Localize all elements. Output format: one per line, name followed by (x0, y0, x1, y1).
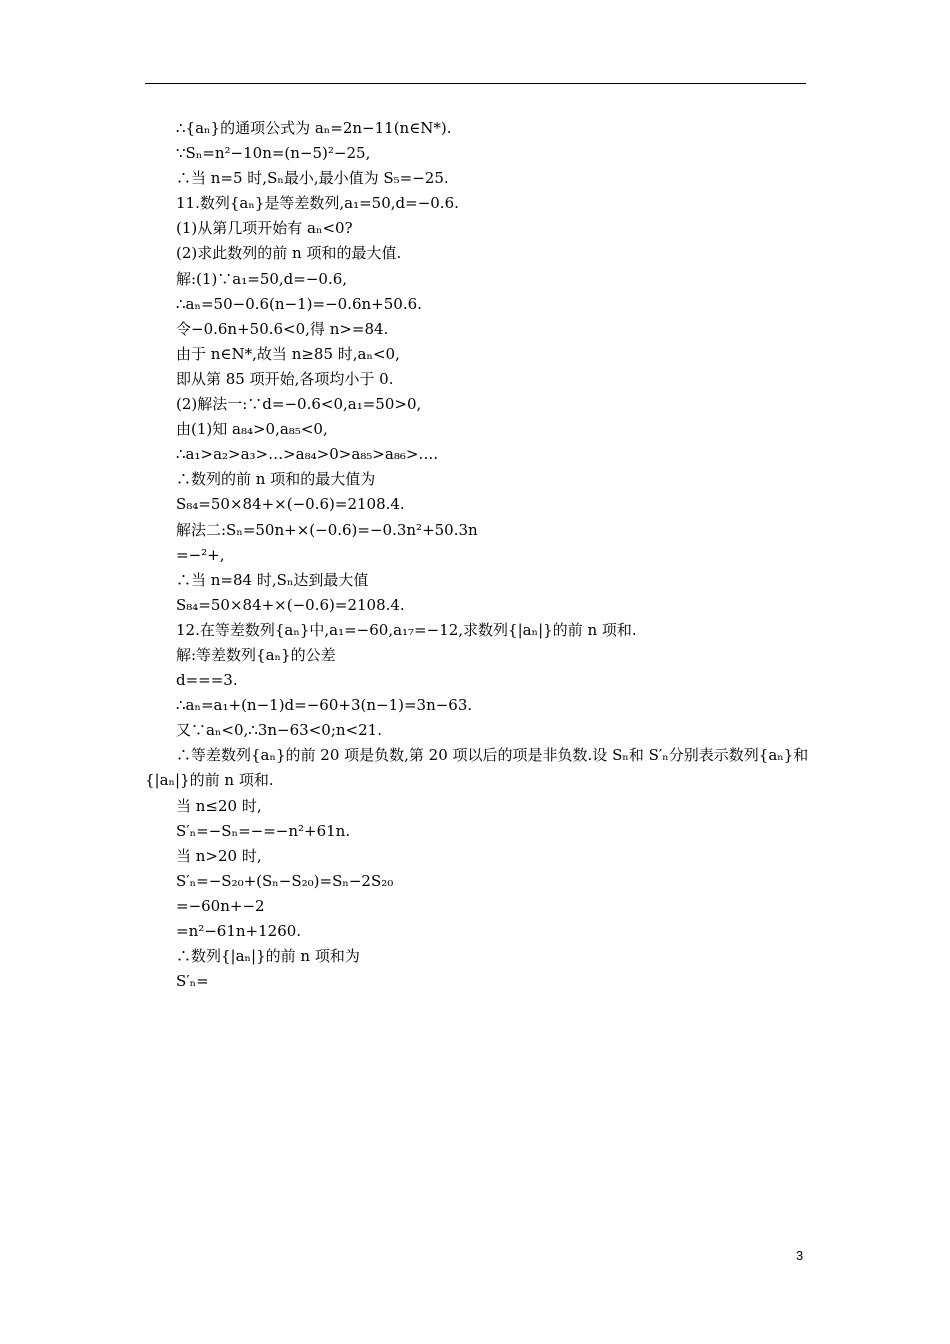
text-line: ∵Sₙ=n²−10n=(n−5)²−25, (176, 144, 371, 163)
text-line: ∴当 n=84 时,Sₙ达到最大值 (176, 570, 369, 589)
text-line: S₈₄=50×84+×(−0.6)=2108.4. (176, 595, 405, 614)
text-line: ∴数列的前 n 项和的最大值为 (176, 470, 376, 489)
problem-11-statement: 11.数列{aₙ}是等差数列,a₁=50,d=−0.6. (176, 194, 459, 213)
text-line: 解:(1)∵a₁=50,d=−0.6, (176, 269, 348, 288)
document-body (145, 116, 815, 994)
text-line: 令−0.6n+50.6<0,得 n>=84. (176, 319, 389, 338)
text-line: (1)从第几项开始有 aₙ<0? (176, 219, 353, 238)
text-line: 当 n>20 时, (176, 846, 262, 865)
text-line: =n²−61n+1260. (176, 922, 302, 940)
header-rule (145, 83, 806, 84)
page-number: 3 (796, 1248, 804, 1263)
text-paragraph: ∴等差数列{aₙ}的前 20 项是负数,第 20 项以后的项是非负数.设 Sₙ和 S′ₙ分别表示数列{aₙ}和{|aₙ|}的前 n 项和. (145, 746, 809, 790)
text-line: d===3. (176, 671, 238, 690)
problem-12-statement: 12.在等差数列{aₙ}中,a₁=−60,a₁₇=−12,求数列{|aₙ|}的前 n 项和. (176, 620, 637, 639)
text-line: (2)解法一:∵d=−0.6<0,a₁=50>0, (176, 395, 422, 414)
text-line: =−60n+−2 (176, 896, 265, 915)
text-line: (2)求此数列的前 n 项和的最大值. (176, 244, 402, 263)
text-line: S′ₙ= (176, 972, 209, 991)
text-line: S′ₙ=−S₂₀+(Sₙ−S₂₀)=Sₙ−2S₂₀ (176, 871, 394, 890)
text-line: ∴aₙ=a₁+(n−1)d=−60+3(n−1)=3n−63. (176, 696, 473, 715)
text-line: 由于 n∈N*,故当 n≥85 时,aₙ<0, (176, 344, 400, 363)
text-line: ∴{aₙ}的通项公式为 aₙ=2n−11(n∈N*). (176, 119, 452, 137)
text-line: 由(1)知 a₈₄>0,a₈₅<0, (176, 420, 328, 439)
text-line: 当 n≤20 时, (176, 796, 262, 815)
text-line: 即从第 85 项开始,各项均小于 0. (176, 369, 394, 388)
text-line: ∴当 n=5 时,Sₙ最小,最小值为 S₅=−25. (176, 169, 449, 188)
text-line: ∴aₙ=50−0.6(n−1)=−0.6n+50.6. (176, 294, 422, 313)
text-line: ∴数列{|aₙ|}的前 n 项和为 (176, 947, 360, 966)
text-line: ∴a₁>a₂>a₃>…>a₈₄>0>a₈₅>a₈₆>…. (176, 445, 439, 464)
text-line: S₈₄=50×84+×(−0.6)=2108.4. (176, 495, 405, 514)
text-line: 又∵aₙ<0,∴3n−63<0;n<21. (176, 721, 382, 740)
text-line: 解法二:Sₙ=50n+×(−0.6)=−0.3n²+50.3n (176, 520, 478, 539)
text-line: =−²+, (176, 545, 225, 564)
text-line: 解:等差数列{aₙ}的公差 (176, 645, 336, 664)
text-line: S′ₙ=−Sₙ=−=−n²+61n. (176, 821, 351, 840)
